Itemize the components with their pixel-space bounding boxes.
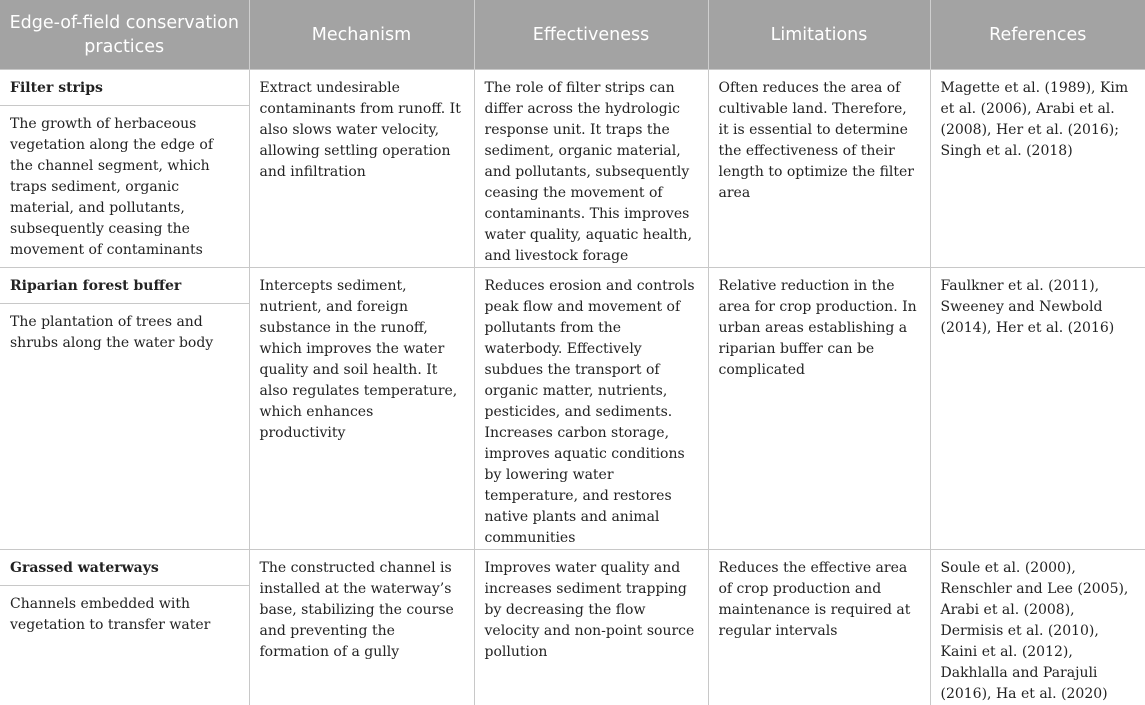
practice-description: The growth of herbaceous vegetation along the edge of the channel segment, which traps sediment, organic material, and pollutants, subsequently ceasing the movement of contaminants <box>0 106 249 261</box>
table-row <box>0 268 1145 550</box>
practice-name: Riparian forest buffer <box>0 268 249 304</box>
header-row <box>0 0 1145 70</box>
practice-cell <box>0 550 249 705</box>
limitations-cell: Often reduces the area of cultivable land. Therefore, it is essential to determine the effectiveness of their length to optimize the filter area <box>708 70 930 268</box>
mechanism-cell: Intercepts sediment, nutrient, and foreign substance in the runoff, which improves the water quality and soil health. It also regulates temperature, which enhances productivity <box>249 268 474 550</box>
header-practices: Edge-of-field conservation practices <box>0 0 249 70</box>
table-header <box>0 0 1145 70</box>
mechanism-cell: The constructed channel is installed at the waterway’s base, stabilizing the course and preventing the formation of a gully <box>249 550 474 705</box>
practice-name: Filter strips <box>0 70 249 106</box>
references-cell: Faulkner et al. (2011), Sweeney and Newbold (2014), Her et al. (2016) <box>930 268 1145 550</box>
limitations-cell: Reduces the effective area of crop production and maintenance is required at regular intervals <box>708 550 930 705</box>
table-body <box>0 70 1145 705</box>
header-references: References <box>930 0 1145 70</box>
references-cell: Soule et al. (2000), Renschler and Lee (2005), Arabi et al. (2008), Dermisis et al. (2010), Kaini et al. (2012), Dakhlalla and Parajuli (2016), Ha et al. (2020) <box>930 550 1145 705</box>
table-row <box>0 70 1145 268</box>
practice-name: Grassed waterways <box>0 550 249 586</box>
table-row <box>0 550 1145 705</box>
limitations-cell: Relative reduction in the area for crop production. In urban areas establishing a riparian buffer can be complicated <box>708 268 930 550</box>
mechanism-cell: Extract undesirable contaminants from runoff. It also slows water velocity, allowing settling operation and infiltration <box>249 70 474 268</box>
practice-description: The plantation of trees and shrubs along the water body <box>0 304 249 354</box>
header-mechanism: Mechanism <box>249 0 474 70</box>
effectiveness-cell: Improves water quality and increases sediment trapping by decreasing the flow velocity and non-point source pollution <box>474 550 708 705</box>
header-effectiveness: Effectiveness <box>474 0 708 70</box>
practice-description: Channels embedded with vegetation to transfer water <box>0 586 249 636</box>
effectiveness-cell: The role of filter strips can differ across the hydrologic response unit. It traps the sediment, organic material, and pollutants, subsequently ceasing the movement of contaminants. This improves water quality, aquatic health, and livestock forage <box>474 70 708 268</box>
practice-cell <box>0 268 249 550</box>
effectiveness-cell: Reduces erosion and controls peak flow and movement of pollutants from the waterbody. Effectively subdues the transport of organic matter, nutrients, pesticides, and sediments. Increases carbon storage, improves aquatic conditions by lowering water temperature, and restores native plants and animal communities <box>474 268 708 550</box>
practice-cell <box>0 70 249 268</box>
references-cell: Magette et al. (1989), Kim et al. (2006), Arabi et al. (2008), Her et al. (2016); Singh et al. (2018) <box>930 70 1145 268</box>
header-limitations: Limitations <box>708 0 930 70</box>
